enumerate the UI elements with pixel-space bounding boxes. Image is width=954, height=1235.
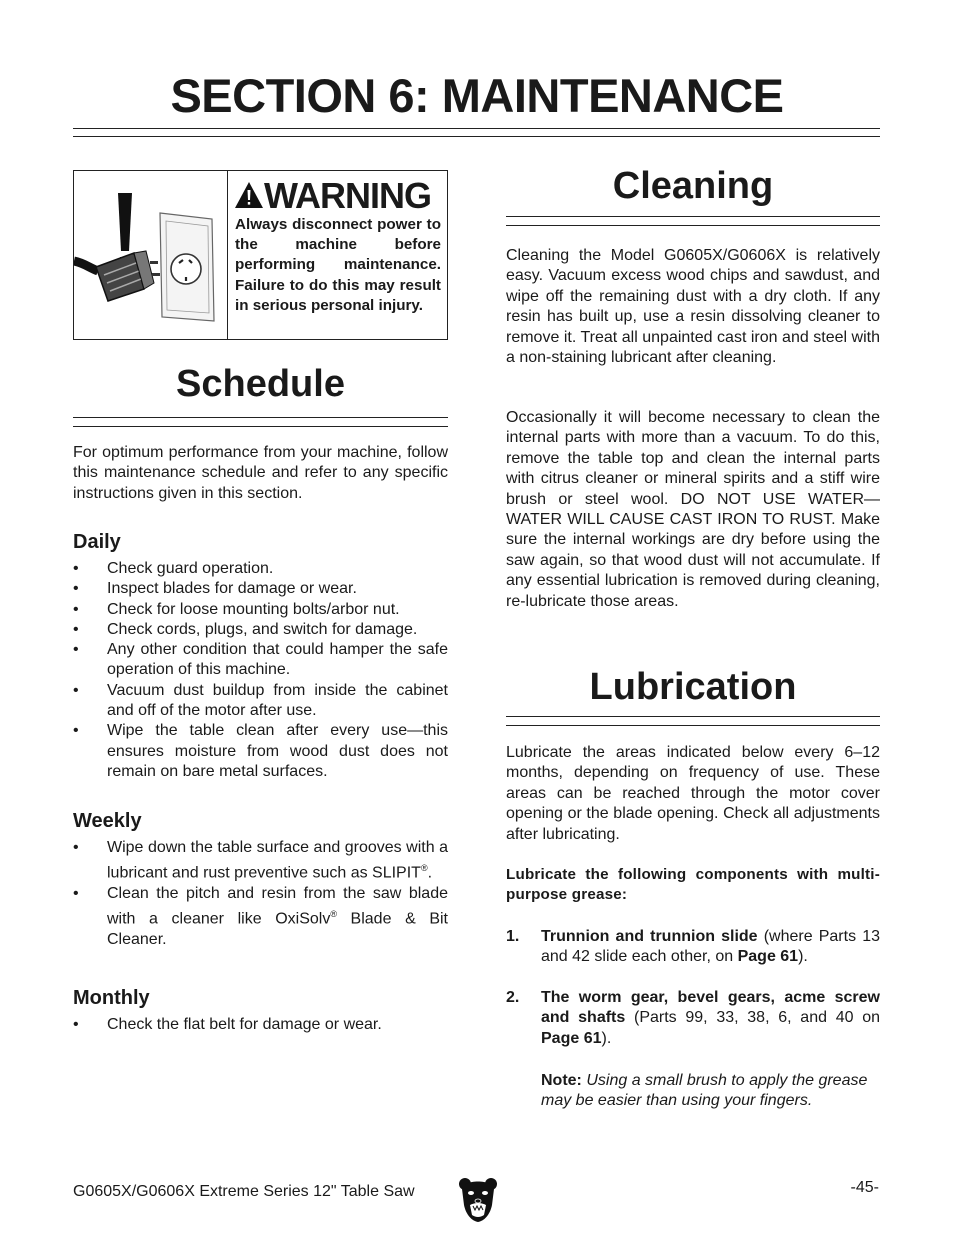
item-title: The worm gear, bevel gears, acme screw and shafts — [541, 989, 880, 1027]
page-number: -45- — [850, 1179, 879, 1196]
item-text: (where Parts 13 and 42 slide each other, on — [541, 928, 880, 966]
lubrication-note — [541, 1071, 880, 1112]
page-reference: Page 61 — [737, 948, 799, 966]
schedule-rule-top — [73, 417, 448, 418]
weekly-item-text: Wipe down the table surface and grooves with a lubricant and rust preventive such as SLIPIT — [107, 839, 448, 882]
item-title: Trunnion and trunnion slide — [541, 928, 758, 945]
weekly-list — [73, 838, 448, 950]
list-item: • Vacuum dust buildup from inside the cabinet and off of the motor after use. — [73, 681, 448, 722]
lubrication-rule-bottom — [506, 725, 880, 726]
schedule-heading: Schedule — [176, 363, 345, 405]
weekly-heading: Weekly — [73, 810, 142, 832]
cleaning-paragraph-1: Cleaning the Model G0605X/G0606X is relatively easy. Vacuum excess wood chips and sawdust, and wipe off the remaining dust with a dry cloth. If any resin has built up, use a resin dissolving cleaner to remove it. Treat all unpainted cast iron and steel with a non-staining lubricant after cleaning. — [506, 247, 880, 367]
weekly-item-text: Clean the pitch and resin from the saw blade with a cleaner like OxiSolv — [107, 884, 448, 928]
lubrication-rule-top — [506, 716, 880, 717]
cleaning-rule-top — [506, 216, 880, 217]
title-rule-bottom — [73, 136, 880, 137]
list-item: • Inspect blades for damage or wear. — [73, 579, 448, 599]
schedule-intro: For optimum performance from your machine, follow this maintenance schedule and refer to any specific instructions given in this section. — [73, 444, 448, 502]
list-item — [73, 884, 448, 950]
cleaning-paragraph-2: Occasionally it will become necessary to clean the internal parts with more than a vacuum. To do this, remove the table top and clean the internal parts with citrus cleaner or mineral spirits and a stiff wire brush or steel wool. DO NOT USE WATER—WATER WILL CAUSE CAST IRON TO RUST. Make sure the internal workings are dry before using the saw again, so that wood dust will not accumulate. If any essential lubrication is removed during cleaning, re-lubricate those areas. — [506, 409, 880, 610]
warning-triangle-icon — [234, 181, 264, 209]
cleaning-heading: Cleaning — [612, 165, 774, 207]
item-body — [541, 927, 880, 968]
list-item: • Check guard operation. — [73, 559, 448, 579]
monthly-heading: Monthly — [73, 987, 150, 1009]
weekly-item-end: Blade & Bit Cleaner. — [107, 910, 448, 948]
list-item: • Check for loose mounting bolts/arbor nut. — [73, 600, 448, 620]
warning-text: Always disconnect power to the machine before performing maintenance. Failure to do this may result in serious personal injury. — [235, 216, 441, 314]
note-label: Note: — [541, 1072, 582, 1089]
lubrication-lead: Lubricate the following components with multi-purpose grease: — [506, 866, 880, 904]
daily-heading: Daily — [73, 531, 121, 553]
page-title: SECTION 6: MAINTENANCE — [170, 69, 784, 122]
warning-heading-text: WARNING — [264, 175, 431, 216]
item-body — [541, 988, 880, 1049]
weekly-item-end: . — [427, 864, 433, 882]
list-item: • Check cords, plugs, and switch for damage. — [73, 620, 448, 640]
page-reference: Page 61 — [541, 1029, 602, 1047]
registered-mark: ® — [330, 909, 337, 920]
registered-mark: ® — [420, 863, 428, 874]
item-end: ). — [798, 948, 808, 966]
lubrication-item-1 — [506, 927, 880, 969]
cleaning-rule-bottom — [506, 225, 880, 226]
daily-list — [73, 559, 448, 782]
schedule-rule-bottom — [73, 426, 448, 427]
item-end: ). — [601, 1029, 612, 1047]
title-rule-top — [73, 128, 880, 129]
list-item — [73, 838, 448, 884]
lubrication-intro: Lubricate the areas indicated below every 6–12 months, depending on frequency of use. These areas can be reached through the motor cover opening or the blade opening. Check all adjustments after lubricating. — [506, 744, 880, 843]
bear-logo-icon — [458, 1175, 498, 1223]
warning-heading — [234, 175, 431, 217]
list-item: • Any other condition that could hamper the safe operation of this machine. — [73, 640, 448, 681]
footer-model: G0605X/G0606X Extreme Series 12" Table Saw — [73, 1183, 415, 1200]
item-text: (Parts 99, 33, 38, 6, and 40 on — [625, 1009, 880, 1027]
item-number: 2. — [506, 989, 520, 1006]
list-item: • Wipe the table clean after every use—this ensures moisture from wood dust does not remain on bare metal surfaces. — [73, 721, 448, 782]
note-text: Using a small brush to apply the grease may be easier than using your fingers. — [541, 1072, 868, 1110]
lubrication-heading: Lubrication — [589, 666, 797, 708]
lubrication-item-2 — [506, 988, 880, 1050]
warning-box — [73, 170, 448, 340]
power-plug-illustration — [74, 171, 228, 339]
monthly-list — [73, 1015, 448, 1035]
item-number: 1. — [506, 928, 520, 945]
list-item: • Check the flat belt for damage or wear. — [73, 1015, 448, 1035]
